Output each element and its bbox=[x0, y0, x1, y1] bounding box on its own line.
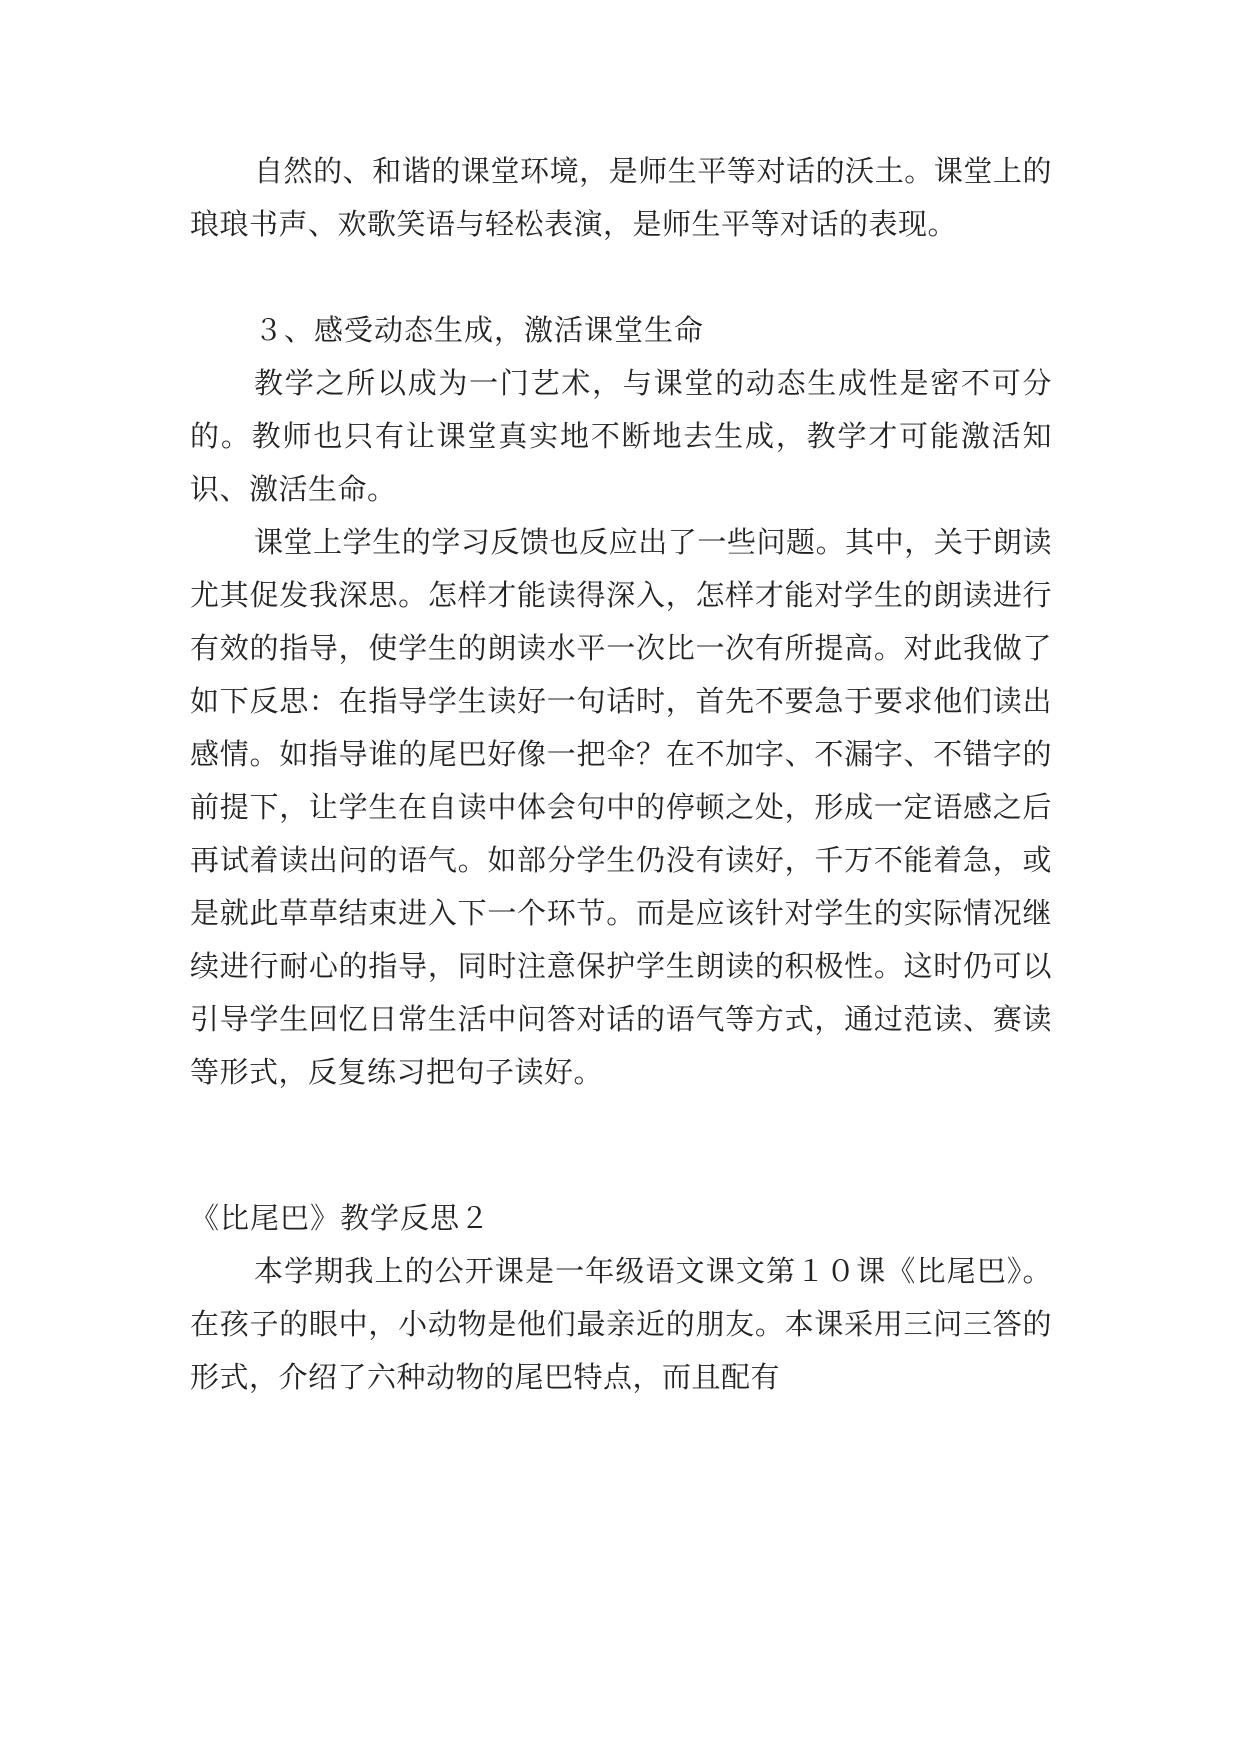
paragraph-teaching-art: 教学之所以成为一门艺术，与课堂的动态生成性是密不可分的。教师也只有让课堂真实地不断地去生成，教学才可能激活知识、激活生命。 bbox=[190, 366, 1052, 506]
paragraph-reading-reflection: 课堂上学生的学习反馈也反应出了一些问题。其中，关于朗读尤其促发我深思。怎样才能读得深入，怎样才能对学生的朗读进行有效的指导，使学生的朗读水平一次比一次有所提高。对此我做了如下反思：在指导学生读好一句话时，首先不要急于要求他们读出感情。如指导谁的尾巴好像一把伞？在不加字、不漏字、不错字的前提下，让学生在自读中体会句中的停顿之处，形成一定语感之后再试着读出问的语气。如部分学生仍没有读好，千万不能着急，或是就此草草结束进入下一个环节。而是应该针对学生的实际情况继续进行耐心的指导，同时注意保护学生朗读的积极性。这时仍可以引导学生回忆日常生活中问答对话的语气等方式，通过范读、赛读等形式，反复练习把句子读好。 bbox=[190, 525, 1052, 1089]
paragraph-open-class: 本学期我上的公开课是一年级语文课文第１０课《比尾巴》。在孩子的眼中，小动物是他们最亲近的朋友。本课采用三问三答的形式，介绍了六种动物的尾巴特点，而且配有 bbox=[190, 1254, 1052, 1394]
article-title-2: 《比尾巴》教学反思２ bbox=[190, 1201, 491, 1235]
paragraph-classroom-environment: 自然的、和谐的课堂环境，是师生平等对话的沃土。课堂上的琅琅书声、欢歌笑语与轻松表演，是师生平等对话的表现。 bbox=[190, 154, 1052, 241]
section-heading-3: ３、感受动态生成，激活课堂生命 bbox=[254, 313, 705, 347]
